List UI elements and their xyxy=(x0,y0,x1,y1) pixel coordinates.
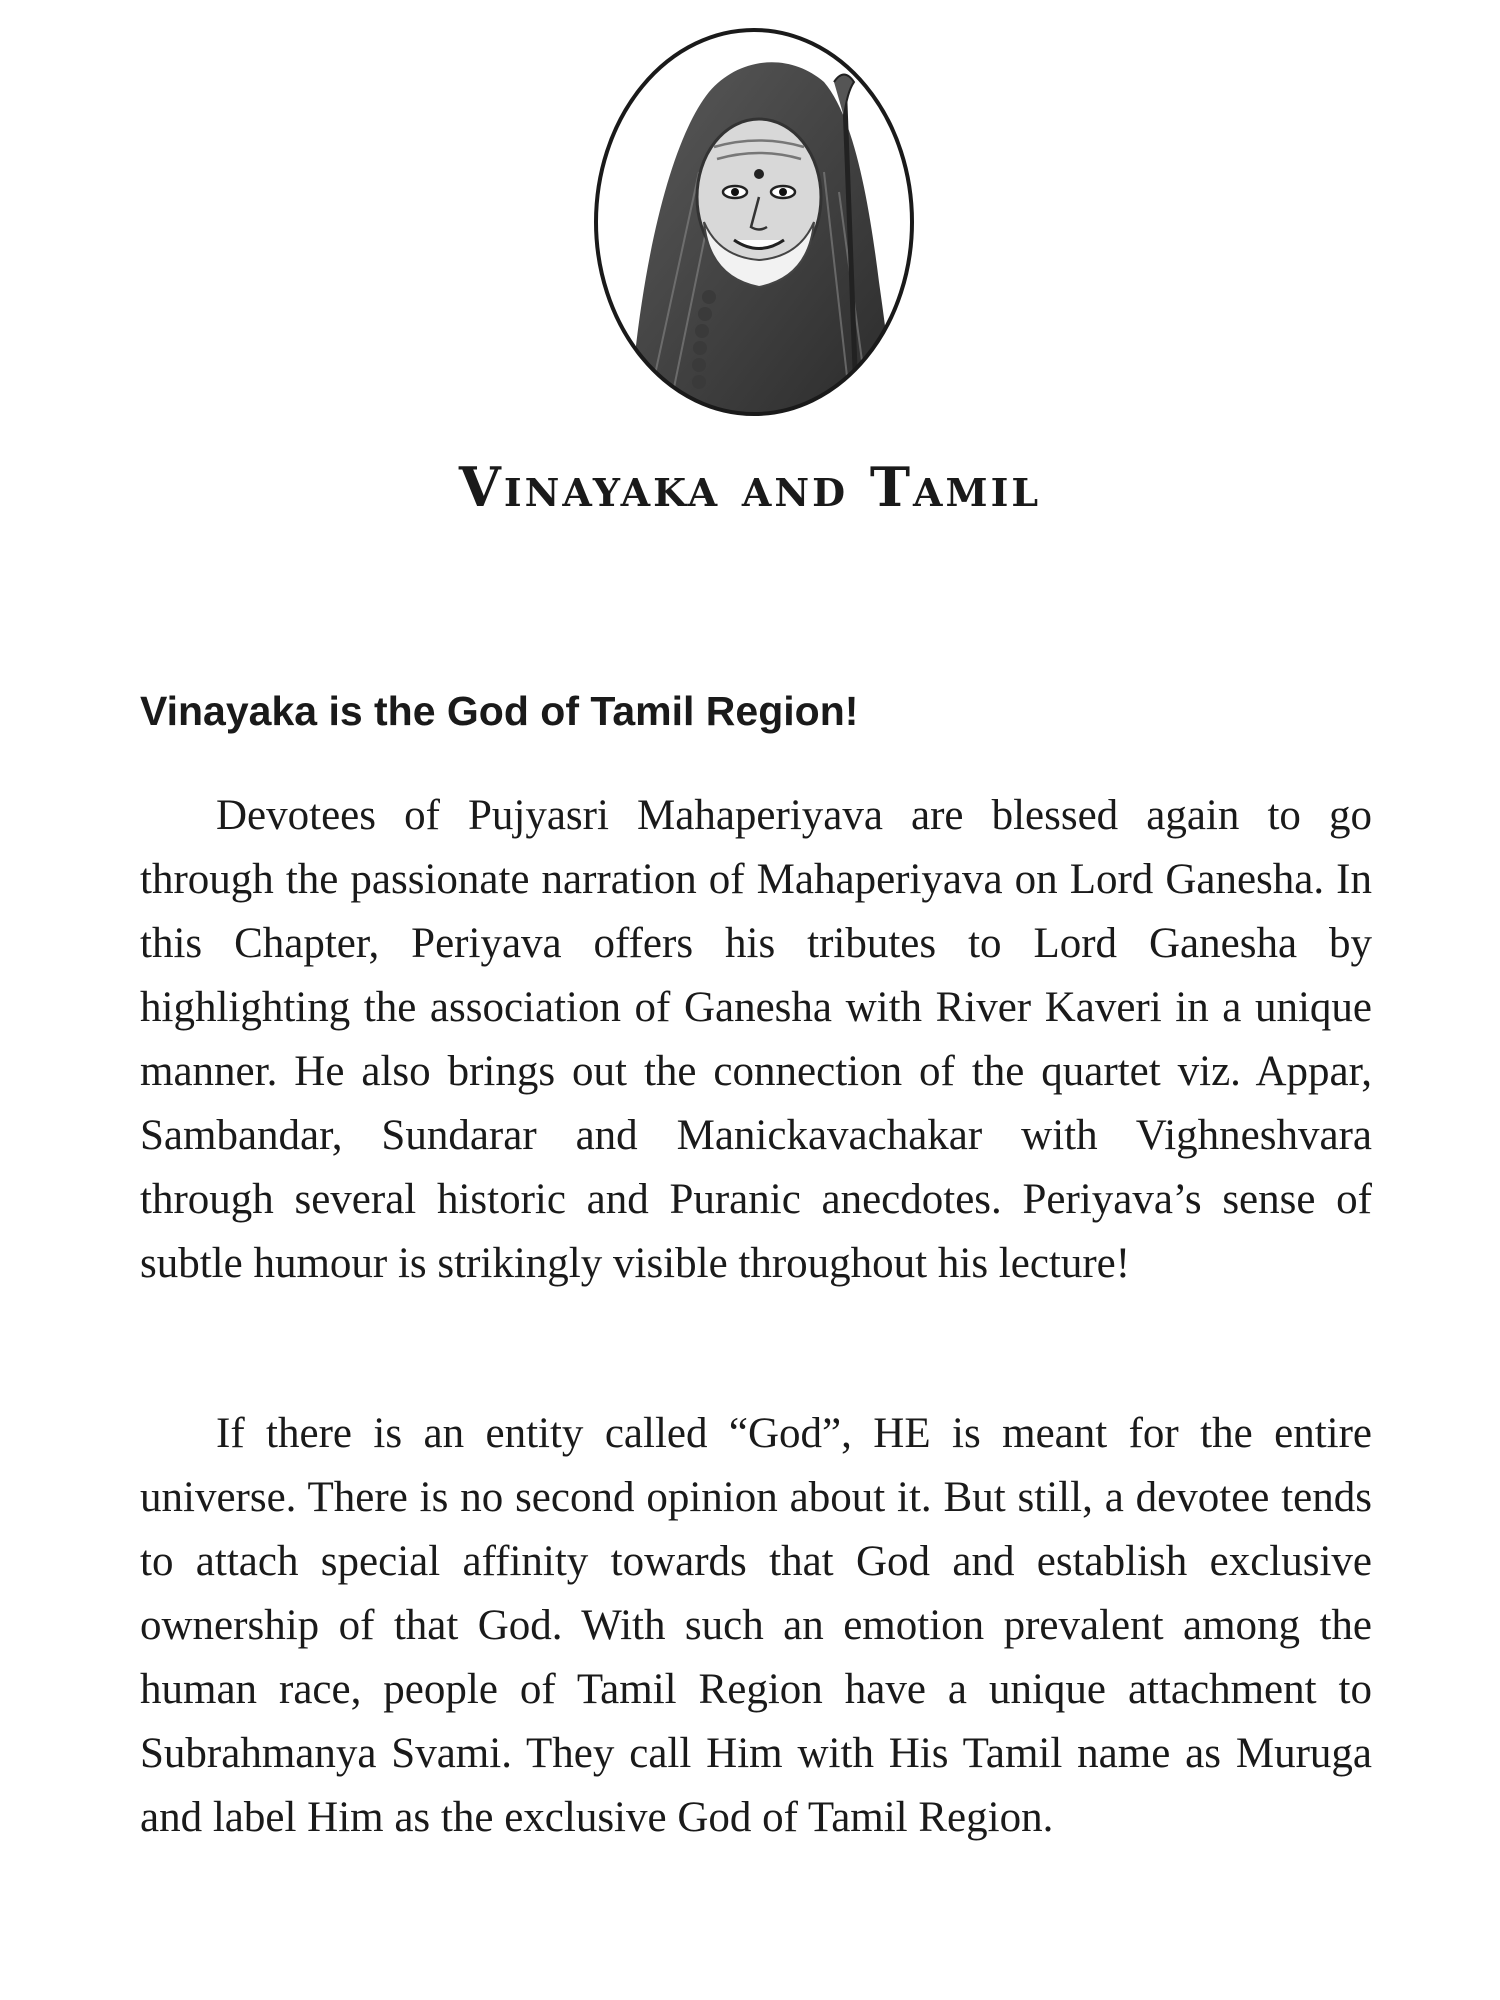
sage-portrait-icon xyxy=(589,22,919,422)
section-heading: Vinayaka is the God of Tamil Region! xyxy=(140,688,859,734)
body-paragraph-1: Devotees of Pujyasri Mahaperiyava are blessed again to go through the passionate narration of Mahaperiyava on Lord Ganesha. In this Chapter, Periyava offers his tributes to Lord Ganesha by highlighting the association of Ganesha with River Kaveri in a unique manner. He also brings out the connection of the quartet viz. Appar, Sambandar, Sundarar and Manickavachakar with Vighneshvara through several historic and Puranic anecdotes. Periyava’s sense of subtle humour is strikingly visible throughout his lecture! xyxy=(140,792,1372,1287)
chapter-title: Vinayaka and Tamil xyxy=(458,455,1042,519)
body-paragraph-2: If there is an entity called “God”, HE is meant for the entire universe. There is no second opinion about it. But still, a devotee tends to attach special affinity towards that God and establish exclusive ownership of that God. With such an emotion prevalent among the human race, people of Tamil Region have a unique attachment to Subrahmanya Svami. They call Him with His Tamil name as Muruga and label Him as the exclusive God of Tamil Region. xyxy=(140,1410,1372,1841)
